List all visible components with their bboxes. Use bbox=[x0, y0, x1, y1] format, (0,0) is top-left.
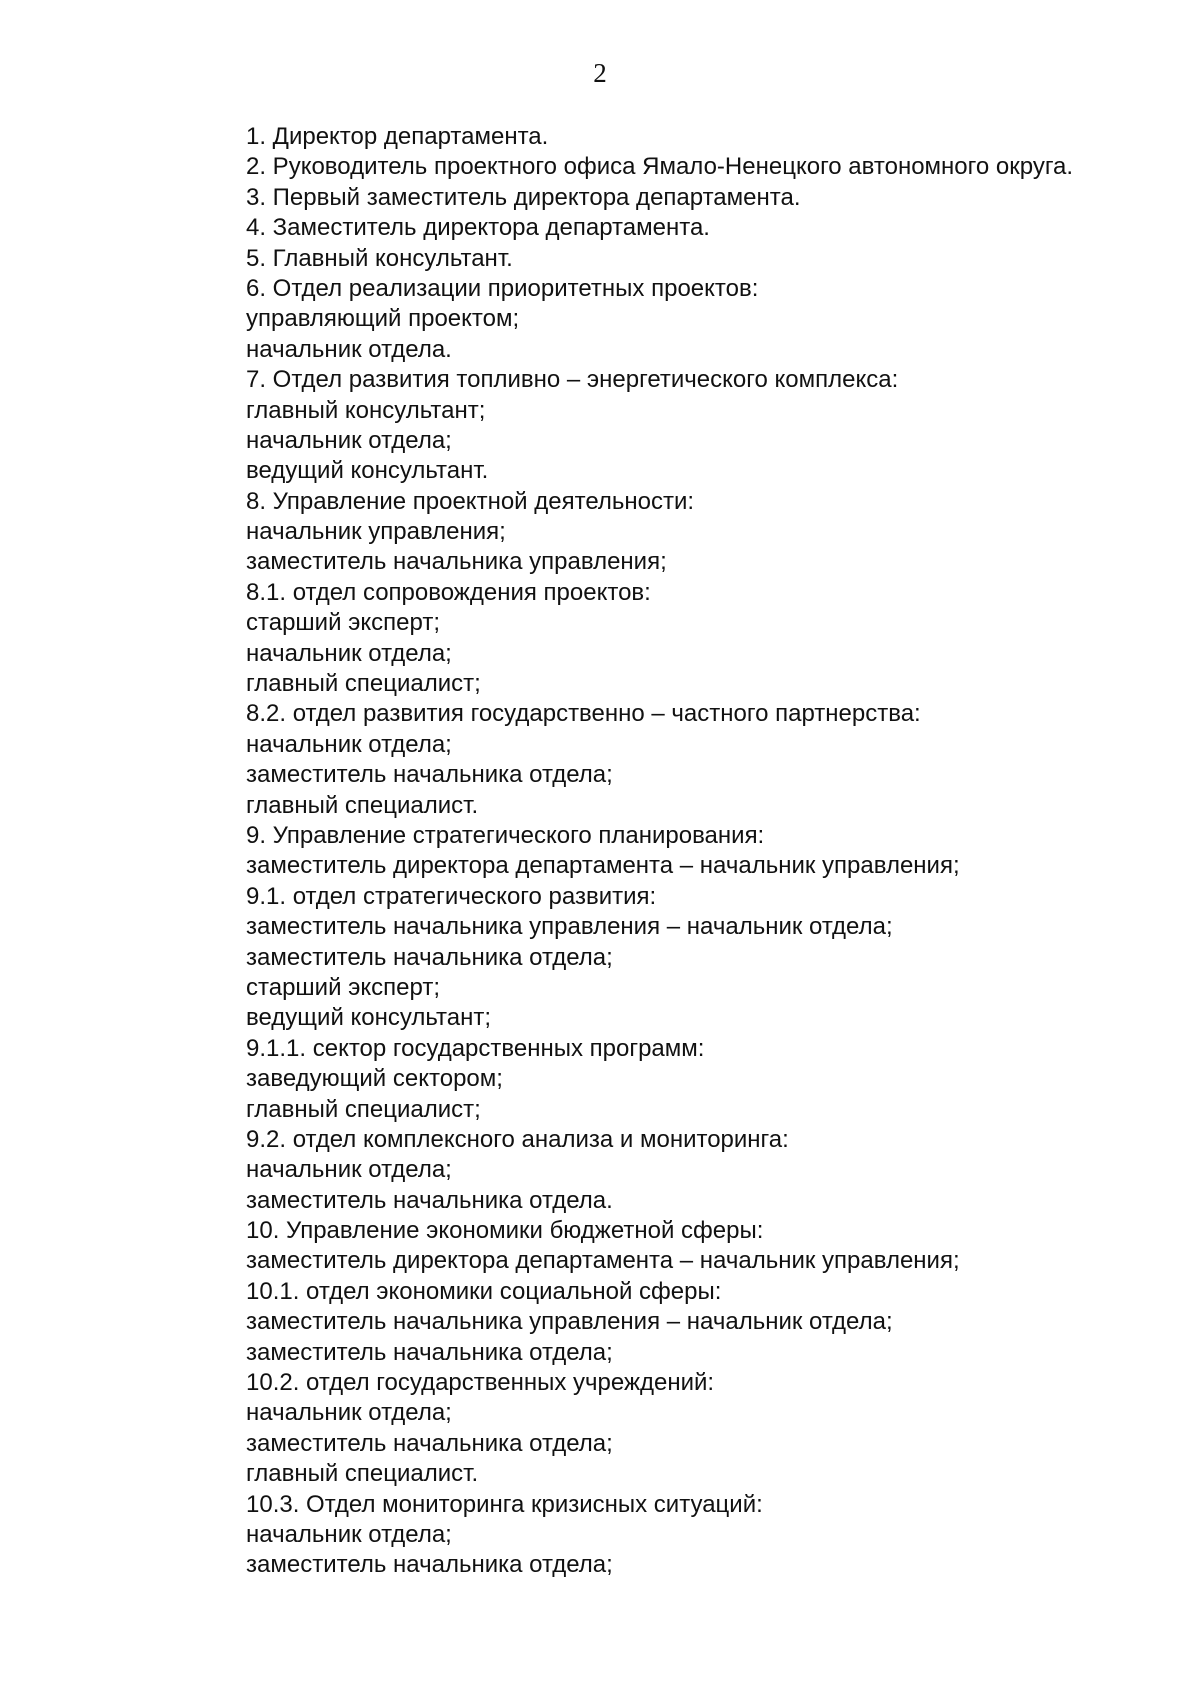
list-item: начальник управления; bbox=[246, 518, 506, 546]
list-item: 9. Управление стратегического планирования: bbox=[246, 821, 765, 849]
list-item: начальник отдела. bbox=[246, 335, 452, 363]
list-item: начальник отдела; bbox=[246, 1399, 452, 1427]
list-item: заместитель директора департамента – начальник управления; bbox=[246, 852, 960, 880]
list-item: 9.1.1. сектор государственных программ: bbox=[246, 1034, 705, 1062]
list-item: главный специалист; bbox=[246, 670, 481, 698]
list-item: 1. Директор департамента. bbox=[246, 123, 549, 150]
list-item: начальник отдела; bbox=[246, 730, 452, 758]
page-number: 2 bbox=[593, 58, 607, 88]
list-item: заместитель начальника отдела; bbox=[246, 1429, 613, 1457]
list-item: начальник отдела; bbox=[246, 426, 452, 454]
list-item: 9.2. отдел комплексного анализа и мониторинга: bbox=[246, 1125, 789, 1153]
list-item: заместитель директора департамента – начальник управления; bbox=[246, 1247, 960, 1275]
list-item: старший эксперт; bbox=[246, 609, 440, 637]
list-item: 4. Заместитель директора департамента. bbox=[246, 214, 710, 242]
list-item: начальник отдела; bbox=[246, 1156, 452, 1184]
list-item: 8. Управление проектной деятельности: bbox=[246, 487, 695, 515]
list-item: 3. Первый заместитель директора департамента. bbox=[246, 183, 801, 211]
list-item: 7. Отдел развития топливно – энергетического комплекса: bbox=[246, 366, 899, 394]
list-item: заместитель начальника отдела. bbox=[246, 1186, 613, 1214]
list-item: главный специалист. bbox=[246, 1460, 479, 1488]
list-item: 5. Главный консультант. bbox=[246, 244, 513, 272]
list-item: заместитель начальника отдела; bbox=[246, 1338, 613, 1366]
list-item: заведующий сектором; bbox=[246, 1065, 503, 1093]
list-item: главный специалист; bbox=[246, 1095, 481, 1123]
list-item: заместитель начальника управления – начальник отдела; bbox=[246, 1308, 893, 1336]
list-item: начальник отдела; bbox=[246, 639, 452, 667]
list-item: 9.1. отдел стратегического развития: bbox=[246, 882, 657, 910]
list-item: ведущий консультант; bbox=[246, 1004, 491, 1032]
list-item: 8.2. отдел развития государственно – частного партнерства: bbox=[246, 700, 921, 728]
list-item: главный консультант; bbox=[246, 396, 486, 424]
list-item: начальник отдела; bbox=[246, 1520, 452, 1548]
list-item: заместитель начальника управления; bbox=[246, 548, 667, 576]
list-item: ведущий консультант. bbox=[246, 457, 489, 485]
list-item: 8.1. отдел сопровождения проектов: bbox=[246, 578, 651, 606]
list-item: 10.3. Отдел мониторинга кризисных ситуаций: bbox=[246, 1490, 763, 1518]
structure-list bbox=[246, 122, 1176, 1581]
list-item: 10. Управление экономики бюджетной сферы: bbox=[246, 1217, 764, 1245]
list-item: 10.2. отдел государственных учреждений: bbox=[246, 1369, 715, 1397]
list-item: заместитель начальника отдела; bbox=[246, 943, 613, 971]
list-item: старший эксперт; bbox=[246, 973, 440, 1001]
list-item: заместитель начальника отдела; bbox=[246, 761, 613, 789]
list-item: управляющий проектом; bbox=[246, 305, 520, 333]
list-item: заместитель начальника управления – начальник отдела; bbox=[246, 913, 893, 941]
list-item: 2. Руководитель проектного офиса Ямало-Ненецкого автономного округа. bbox=[246, 153, 1074, 181]
list-item: 10.1. отдел экономики социальной сферы: bbox=[246, 1277, 722, 1305]
list-item: 6. Отдел реализации приоритетных проектов: bbox=[246, 274, 759, 302]
list-item: главный специалист. bbox=[246, 791, 479, 819]
list-item: заместитель начальника отдела; bbox=[246, 1551, 613, 1579]
